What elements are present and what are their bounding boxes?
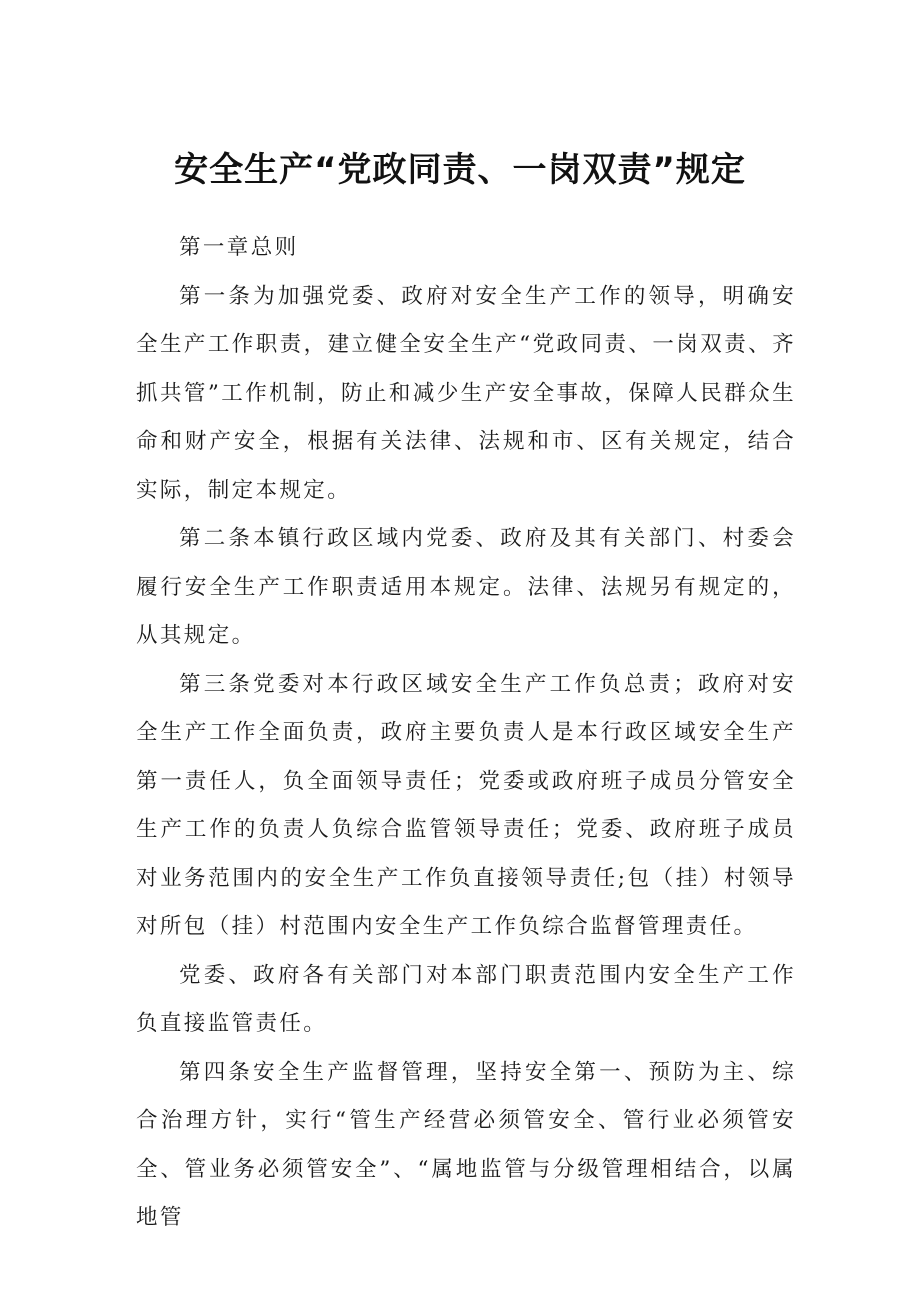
document-body [136, 224, 796, 1243]
article-4-paragraph: 第四条安全生产监督管理，坚持安全第一、预防为主、综合治理方针，实行“管生产经营必须管安全、管行业必须管安全、管业务必须管安全”、“属地监管与分级管理相结合，以属地管 [136, 1059, 796, 1230]
document-title: 安全生产“党政同责、一岗双责”规定 [174, 150, 746, 190]
article-2-paragraph: 第二条本镇行政区域内党委、政府及其有关部门、村委会履行安全生产工作职责适用本规定。法律、法规另有规定的，从其规定。 [136, 526, 796, 648]
article-3-paragraph: 第三条党委对本行政区域安全生产工作负总责；政府对安全生产工作全面负责，政府主要负责人是本行政区域安全生产第一责任人，负全面领导责任；党委或政府班子成员分管安全生产工作的负责人负综合监管领导责任；党委、政府班子成员对业务范围内的安全生产工作负直接领导责任;包（挂）村领导对所包（挂）村范围内安全生产工作负综合监督管理责任。 [136, 671, 796, 939]
article-3-continuation-paragraph: 党委、政府各有关部门对本部门职责范围内安全生产工作负直接监管责任。 [136, 962, 796, 1036]
article-1-paragraph: 第一条为加强党委、政府对安全生产工作的领导，明确安全生产工作职责，建立健全安全生产“党政同责、一岗双责、齐抓共管”工作机制，防止和减少生产安全事故，保障人民群众生命和财产安全，根据有关法律、法规和市、区有关规定，结合实际，制定本规定。 [136, 283, 796, 503]
chapter-heading: 第一章总则 [179, 235, 299, 260]
